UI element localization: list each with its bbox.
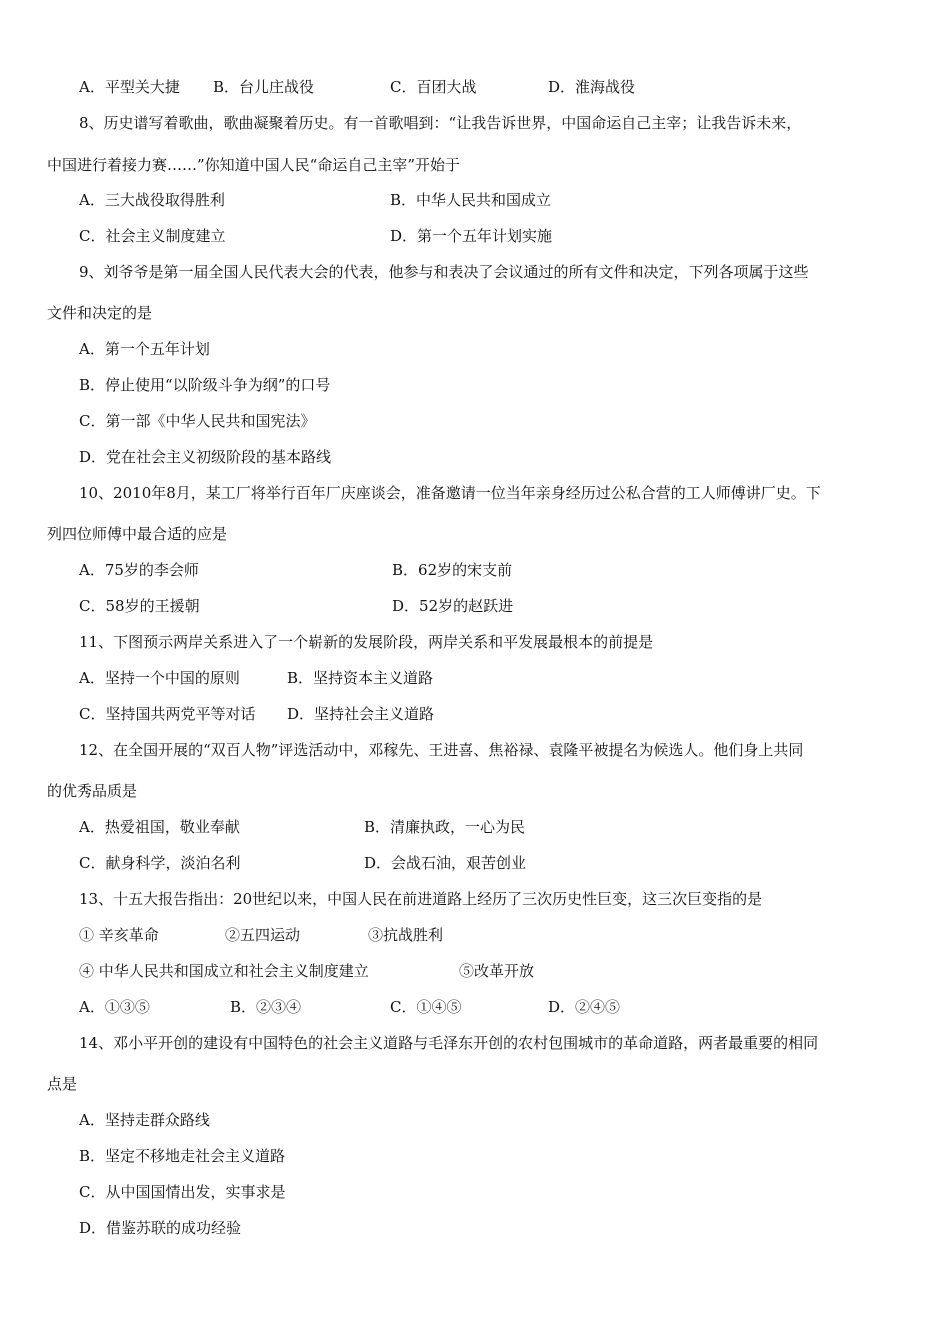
q12-stem: 12、在全国开展的“双百人物”评选活动中，邓稼先、王进喜、焦裕禄、袁隆平被提名为候选人。他们身上共同 (79, 741, 804, 759)
q14-option-b: B．坚定不移地走社会主义道路 (79, 1147, 286, 1165)
q9-option-c: C．第一部《中华人民共和国宪法》 (79, 412, 316, 430)
q8-option-c: C．社会主义制度建立 (79, 227, 226, 245)
q7-option-d: D．淮海战役 (548, 78, 636, 96)
q8-option-d: D．第一个五年计划实施 (390, 227, 553, 245)
q8-option-a: A．三大战役取得胜利 (79, 191, 225, 209)
q11-stem: 11、下图预示两岸关系进入了一个崭新的发展阶段，两岸关系和平发展最根本的前提是 (79, 633, 654, 651)
q13-option-c: C．①④⑤ (390, 998, 462, 1016)
q7-option-b: B．台儿庄战役 (213, 78, 315, 96)
q8-stem: 8、历史谱写着歌曲，歌曲凝聚着历史。有一首歌唱到：“让我告诉世界，中国命运自己主宰；让我告诉未来， (79, 114, 802, 132)
q13-item-2: ②五四运动 (225, 926, 301, 944)
q14-option-c: C．从中国国情出发，实事求是 (79, 1183, 286, 1201)
q12-stem-continued: 的优秀品质是 (47, 782, 138, 800)
q13-stem: 13、十五大报告指出：20世纪以来，中国人民在前进道路上经历了三次历史性巨变，这三次巨变指的是 (79, 890, 763, 908)
q11-option-a: A．坚持一个中国的原则 (79, 669, 240, 687)
q12-option-a: A．热爱祖国，敬业奉献 (79, 818, 240, 836)
q14-stem-continued: 点是 (47, 1075, 78, 1093)
q14-option-a: A．坚持走群众路线 (79, 1111, 210, 1129)
q8-option-b: B．中华人民共和国成立 (390, 191, 552, 209)
q7-option-a: A．平型关大捷 (79, 78, 180, 96)
q13-option-d: D．②④⑤ (548, 998, 621, 1016)
q10-option-a: A．75岁的李会师 (79, 561, 199, 579)
q10-option-d: D．52岁的赵跃进 (392, 597, 514, 615)
q12-option-c: C．献身科学，淡泊名利 (79, 854, 241, 872)
q11-option-d: D．坚持社会主义道路 (287, 705, 435, 723)
q13-option-a: A．①③⑤ (79, 998, 150, 1016)
q9-stem: 9、刘爷爷是第一届全国人民代表大会的代表，他参与和表决了会议通过的所有文件和决定，下列各项属于这些 (79, 263, 809, 281)
q9-option-b: B．停止使用“以阶级斗争为纲”的口号 (79, 376, 331, 394)
q13-item-5: ⑤改革开放 (459, 962, 535, 980)
q13-item-3: ③抗战胜利 (368, 926, 444, 944)
q9-option-d: D．党在社会主义初级阶段的基本路线 (79, 448, 332, 466)
q11-option-c: C．坚持国共两党平等对话 (79, 705, 256, 723)
q14-stem: 14、邓小平开创的建设有中国特色的社会主义道路与毛泽东开创的农村包围城市的革命道路，两者最重要的相同 (79, 1034, 819, 1052)
q11-option-b: B．坚持资本主义道路 (287, 669, 434, 687)
q10-stem-continued: 列四位师傅中最合适的应是 (47, 525, 228, 543)
q13-item-1: ① 辛亥革命 (79, 926, 159, 944)
q13-item-4: ④ 中华人民共和国成立和社会主义制度建立 (79, 962, 369, 980)
q14-option-d: D．借鉴苏联的成功经验 (79, 1219, 242, 1237)
q10-stem: 10、2010年8月，某工厂将举行百年厂庆座谈会，准备邀请一位当年亲身经历过公私合营的工人师傅讲厂史。下 (79, 484, 821, 502)
q10-option-b: B．62岁的宋支前 (392, 561, 513, 579)
q12-option-b: B．清廉执政，一心为民 (364, 818, 526, 836)
q7-option-c: C．百团大战 (390, 78, 477, 96)
q12-option-d: D．会战石油，艰苦创业 (364, 854, 527, 872)
q10-option-c: C．58岁的王援朝 (79, 597, 200, 615)
q9-option-a: A．第一个五年计划 (79, 340, 210, 358)
q9-stem-continued: 文件和决定的是 (47, 304, 153, 322)
q13-option-b: B．②③④ (230, 998, 302, 1016)
q8-stem-continued: 中国进行着接力赛……”你知道中国人民“命运自己主宰”开始于 (47, 156, 461, 174)
